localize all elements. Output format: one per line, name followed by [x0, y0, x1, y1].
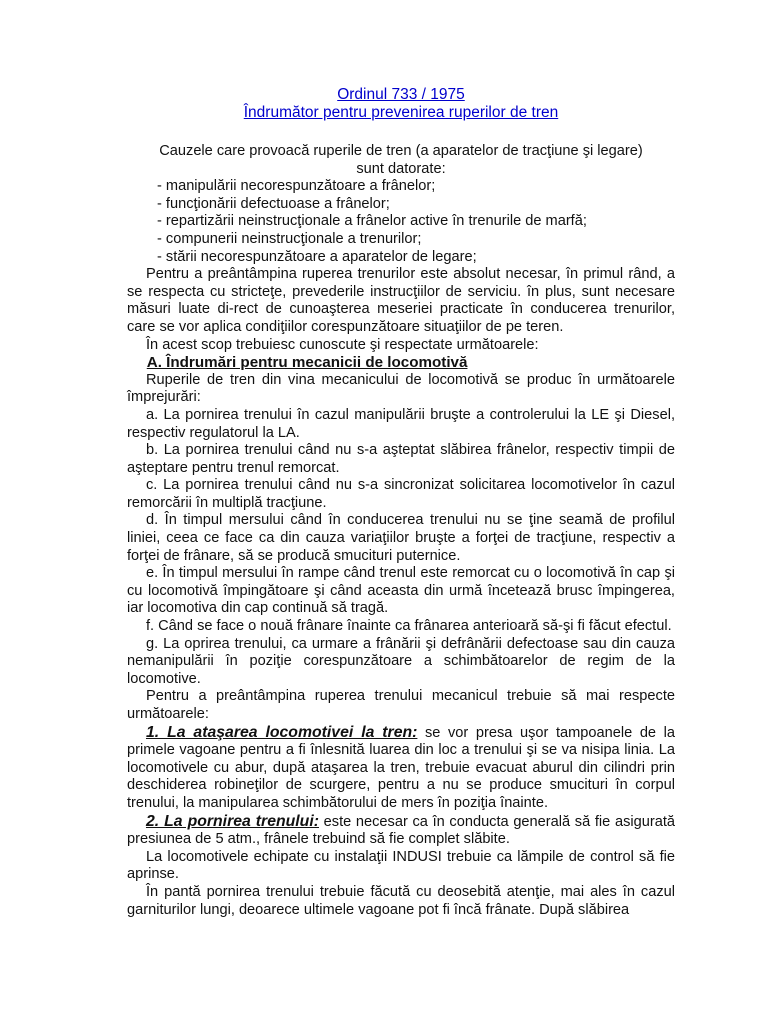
item-e: e. În timpul mersului în rampe când trenul este remorcat cu o locomotivă în cap şi cu locomotivă împingătoare şi când aceasta din urmă încetează brusc împingerea, iar locomotiva din cap continuă să tragă. [127, 565, 675, 617]
paragraph-prevent: Pentru a preântâmpina ruperea trenurilor este absolut necesar, în primul rând, a se respecta cu stricteţe, prevederile instrucţiilor de serviciu. în plus, sunt necesare măsuri luate di-rect de cunoaşterea meseriei practicate în conducerea trenurilor, care se vor aplica condiţiilor corespunzătoare situaţiilor de pe teren. [127, 266, 675, 335]
causes-list [127, 178, 675, 266]
item-g: g. La oprirea trenului, ca urmare a frânării şi defrânării defectoase sau din cauza nemanipulării în poziţie corespunzătoare a schimbătoarelor de regim de la locomotive. [127, 635, 675, 687]
subsection-2 [127, 813, 675, 849]
intro-text: Cauzele care provoacă ruperile de tren (a aparatelor de tracţiune şi legare) sunt datorate: [159, 143, 643, 177]
paragraph-indusi: La locomotivele echipate cu instalaţii INDUSI trebuie ca lămpile de control să fie aprinse. [127, 848, 675, 883]
paragraph-scope: În acest scop trebuiesc cunoscute şi respectate următoarele: [145, 336, 539, 353]
paragraph-panta: În pantă pornirea trenului trebuie făcută cu deosebită atenţie, mai ales în cazul garniturilor lungi, deoarece ultimele vagoane pot fi încă frânate. După slăbirea [127, 883, 675, 918]
title-link-order[interactable]: Ordinul 733 / 1975 [337, 86, 465, 103]
section-a-intro: Ruperile de tren din vina mecanicului de locomotivă se produc în următoarele împrejurări: [127, 371, 675, 406]
item-b: b. La pornirea trenului când nu s-a aşteptat slăbirea frânelor, respectiv timpii de aşteptare pentru trenul remorcat. [127, 442, 675, 476]
cause-item: - manipulării necorespunzătoare a frânelor; [157, 178, 436, 195]
document-page [127, 86, 675, 919]
subsection-2-heading: 2. La pornirea trenului: [145, 812, 319, 830]
subsection-1-text: se vor presa uşor tampoanele de la primele vagoane pentru a fi înlesnită luarea din loc a trenului şi se va nisipa linia. La locomotivele cu abur, după ataşarea la tren, trebuie evacuat aburul din cilindri prin deschiderea robineţilor de scurgere, pentru a nu se produce smucituri în corpul trenului, la manipularea schimbătorului de mers în poziţia înainte. [127, 724, 676, 811]
section-a-heading: A. Îndrumări pentru mecanicii de locomotivă [146, 354, 468, 372]
cause-item: - repartizării neinstrucţionale a frânelor active în trenurile de marfă; [157, 213, 587, 230]
subsection-2-text: este necesar ca în conducta generală să fie asigurată presiunea de 5 atm., frânele trebuind să fie complet slăbite. [127, 813, 675, 848]
subsection-1-heading: 1. La ataşarea locomotivei la tren: [145, 723, 418, 741]
item-d: d. În timpul mersului când în conducerea trenului nu se ţine seamă de profilul liniei, ceea ce face ca din cauza variaţiilor bruşte a forţei de tracţiune, respectiv a forţei de frânare, să se producă smucituri puternice. [127, 512, 675, 564]
item-f: f. Când se face o nouă frânare înainte ca frânarea anterioară să-şi fi făcut efectul. [145, 618, 672, 635]
item-c: c. La pornirea trenului când nu s-a sincronizat solicitarea locomotivelor în cazul remorcării în multiplă tracţiune. [127, 477, 675, 511]
cause-item: - funcţionării defectuoase a frânelor; [157, 195, 390, 212]
subsection-1 [127, 724, 675, 813]
paragraph-respect: Pentru a preântâmpina ruperea trenului mecanicul trebuie să mai respecte următoarele: [127, 688, 675, 722]
title-link-guide[interactable]: Îndrumător pentru prevenirea ruperilor de tren [243, 104, 559, 121]
cause-item: - compunerii neinstrucţionale a trenurilor; [157, 230, 422, 247]
item-a: a. La pornirea trenului în cazul manipulării bruşte a controlerului la LE şi Diesel, respectiv regulatorul la LA. [127, 406, 675, 441]
cause-item: - stării necorespunzătoare a aparatelor de legare; [157, 248, 477, 265]
